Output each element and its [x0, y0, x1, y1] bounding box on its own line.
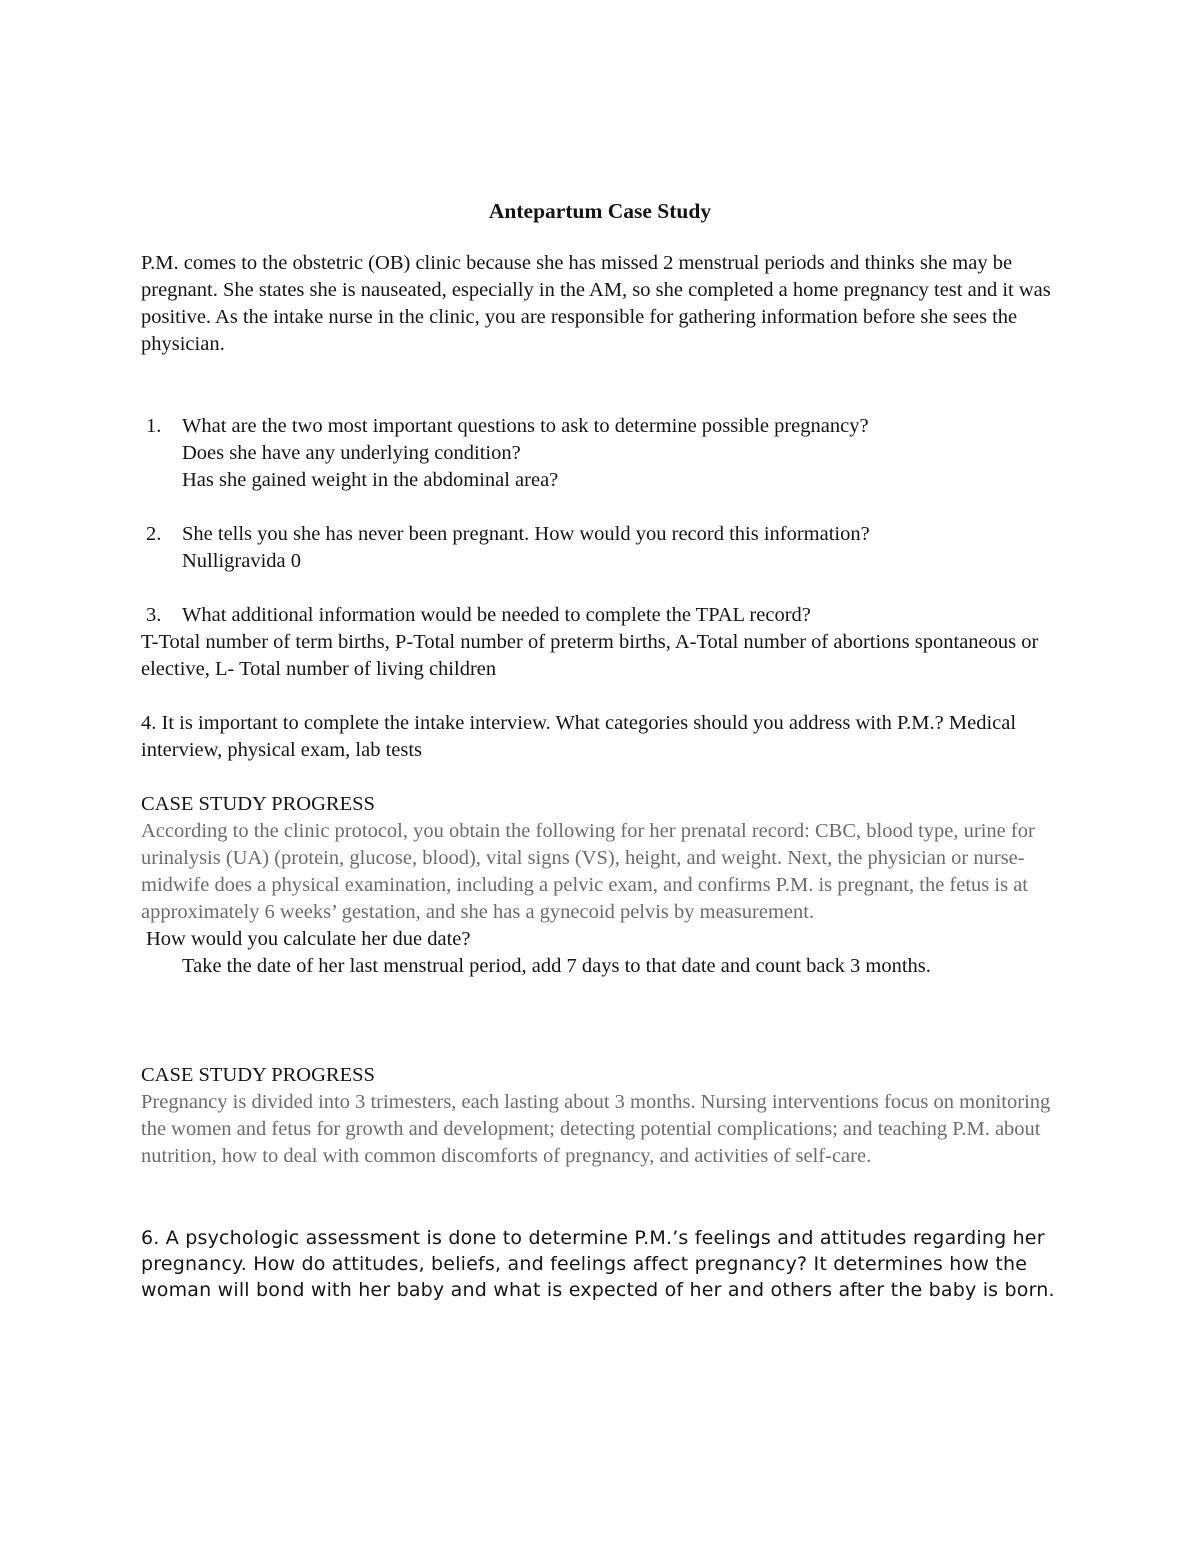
question-3-answer: T-Total number of term births, P-Total number of preterm births, A-Total number of abortions spontaneous or elective, L- Total number of living children [141, 631, 1039, 680]
due-date-question: How would you calculate her due date? [146, 928, 471, 950]
document-title: Antepartum Case Study [488, 199, 712, 223]
question-1-answer-2: Has she gained weight in the abdominal area? [182, 469, 559, 491]
question-4: 4. It is important to complete the intake interview. What categories should you address with P.M.? Medical interview, physical exam, lab tests [141, 712, 1017, 761]
question-3 [141, 602, 1071, 683]
progress-2-heading: CASE STUDY PROGRESS [141, 1064, 375, 1086]
question-1-text: What are the two most important questions to ask to determine possible pregnancy? [182, 415, 869, 437]
question-1 [141, 413, 1071, 494]
question-3-text: What additional information would be needed to complete the TPAL record? [182, 604, 811, 626]
question-6: 6. A psychologic assessment is done to determine P.M.’s feelings and attitudes regarding her pregnancy. How do attitudes, beliefs, and feelings affect pregnancy? It determines how the woman will bond with her baby and what is expected of her and others after the baby is born. [141, 1227, 1055, 1301]
due-date-answer: Take the date of her last menstrual period, add 7 days to that date and count back 3 months. [182, 955, 931, 977]
question-2-text: She tells you she has never been pregnant. How would you record this information? [182, 523, 870, 545]
progress-2-body: Pregnancy is divided into 3 trimesters, each lasting about 3 months. Nursing interventions focus on monitoring the women and fetus for growth and development; detecting potential complications; and teaching P.M. about nutrition, how to deal with common discomforts of pregnancy, and activities of self-care. [141, 1091, 1051, 1167]
progress-1-heading: CASE STUDY PROGRESS [141, 793, 375, 815]
question-3-number: 3. [146, 604, 162, 626]
question-2-answer: Nulligravida 0 [182, 550, 301, 572]
question-1-number: 1. [146, 415, 162, 437]
question-1-answer-1: Does she have any underlying condition? [182, 442, 521, 464]
question-2 [141, 521, 1071, 575]
case-study-progress-1 [141, 791, 1071, 980]
intro-paragraph: P.M. comes to the obstetric (OB) clinic because she has missed 2 menstrual periods and thinks she may be pregnant. She states she is nauseated, especially in the AM, so she completed a home pregnancy test and it was positive. As the intake nurse in the clinic, you are responsible for gathering information before she sees the physician. [141, 252, 1051, 355]
question-2-number: 2. [146, 523, 162, 545]
case-study-progress-2 [141, 1062, 1071, 1170]
progress-1-body: According to the clinic protocol, you obtain the following for her prenatal record: CBC, blood type, urine for urinalysis (UA) (protein, glucose, blood), vital signs (VS), height, and weight. Next, the physician or nurse-midwife does a physical examination, including a pelvic exam, and confirms P.M. is pregnant, the fetus is at approximately 6 weeks’ gestation, and she has a gynecoid pelvis by measurement. [141, 820, 1035, 923]
